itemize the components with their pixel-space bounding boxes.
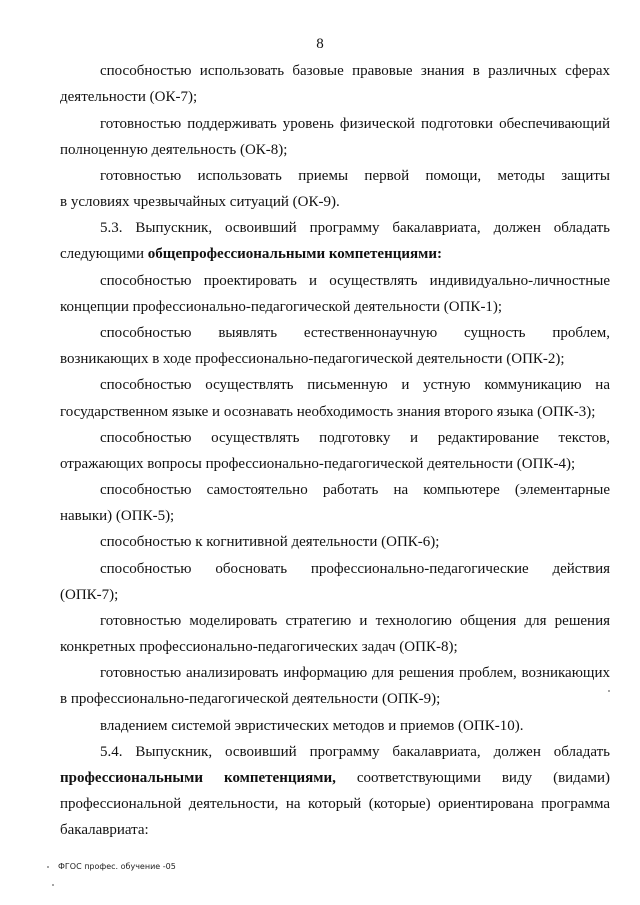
text-line: способностью осуществлять подготовку и редактирование текстов,: [100, 430, 610, 446]
text-line: способностью использовать базовые правовые знания в различных сферах: [100, 63, 610, 79]
text-line: государственном языке и осознавать необходимость знания второго языка (ОПК-3);: [60, 404, 596, 420]
text-line: (ОПК-7);: [60, 587, 119, 603]
text-line: навыки) (ОПК-5);: [60, 508, 175, 524]
text-run: соответствующими виду (видами): [335, 770, 610, 786]
text-line: в условиях чрезвычайных ситуаций (ОК-9).: [60, 194, 340, 210]
text-line: [60, 769, 610, 787]
bold-term: профессиональными компетенциями,: [60, 770, 336, 786]
text-line: концепции профессионально-педагогической деятельности (ОПК-1);: [60, 299, 503, 315]
text-line: профессиональной деятельности, на который (которые) ориентирована программа: [60, 796, 610, 812]
footer-note: ФГОС профес. обучение -05: [58, 862, 176, 871]
text-run: следующими: [60, 246, 148, 262]
text-line: способностью проектировать и осуществлять индивидуально-личностные: [100, 273, 610, 289]
text-line: способностью к когнитивной деятельности (ОПК-6);: [100, 534, 440, 550]
text-line: отражающих вопросы профессионально-педагогической деятельности (ОПК-4);: [60, 456, 576, 472]
text-line: [60, 245, 610, 263]
bold-term: общепрофессиональными компетенциями:: [147, 246, 442, 262]
text-line: готовностью использовать приемы первой помощи, методы защиты: [100, 168, 610, 184]
text-line: 5.4. Выпускник, освоивший программу бакалавриата, должен обладать: [100, 744, 610, 760]
scan-speck: [52, 884, 54, 886]
text-line: готовностью анализировать информацию для решения проблем, возникающих: [100, 665, 610, 681]
text-line: владением системой эвристических методов и приемов (ОПК-10).: [100, 718, 524, 734]
text-line: готовностью поддерживать уровень физической подготовки обеспечивающий: [100, 116, 610, 132]
text-line: 5.3. Выпускник, освоивший программу бакалавриата, должен обладать: [100, 220, 610, 236]
text-line: полноценную деятельность (ОК-8);: [60, 142, 288, 158]
text-line: деятельности (ОК-7);: [60, 89, 198, 105]
text-line: способностью обосновать профессионально-педагогические действия: [100, 561, 610, 577]
text-line: конкретных профессионально-педагогических задач (ОПК-8);: [60, 639, 458, 655]
text-line: способностью самостоятельно работать на компьютере (элементарные: [100, 482, 610, 498]
text-line: возникающих в ходе профессионально-педагогической деятельности (ОПК-2);: [60, 351, 565, 367]
text-line: в профессионально-педагогической деятельности (ОПК-9);: [60, 691, 441, 707]
text-line: способностью осуществлять письменную и устную коммуникацию на: [100, 377, 610, 393]
text-line: способностью выявлять естественнонаучную сущность проблем,: [100, 325, 610, 341]
text-line: готовностью моделировать стратегию и технологию общения для решения: [100, 613, 610, 629]
scan-speck: [47, 866, 49, 868]
page-number: 8: [316, 36, 324, 52]
scan-speck: [608, 690, 610, 692]
text-line: бакалавриата:: [60, 822, 149, 838]
